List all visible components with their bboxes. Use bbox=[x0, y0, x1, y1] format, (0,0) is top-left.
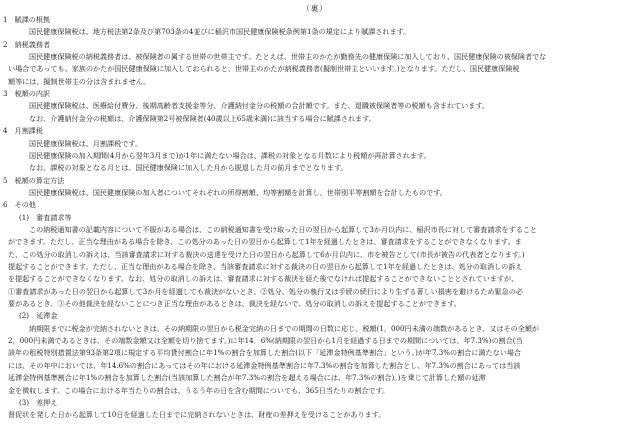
subsection-1-text: 要があるとき、③その他裁決を経ないことにつき正当な理由があるときは、裁決を経ないで、処分の取消しの訴えを提起することができます。 bbox=[8, 299, 461, 309]
section-5-text: 国民健康保険税は、国民健康保険の加入者についてそれぞれの所得割額、均等割額を計算し、世帯別平等割額を合計したものです。 bbox=[29, 187, 447, 197]
section-2-text: 額等には、擬制世帯主の分は含まれません。 bbox=[8, 76, 151, 86]
section-3-text: 国民健康保険税は、医療給付費分、後期高齢者支援金等分、介護納付金分の税額の合計額です。また、退職被保険者等の税額も含まれています。 bbox=[29, 101, 489, 111]
subsection-2-text: には、その年中においては、年14.6%の割合にあってはその年における延滞金特例基準割合に年7.3%の割合を加算した割合とし、年7.3%の割合にあっては当該 bbox=[8, 360, 521, 370]
section-2-heading: 2 納税義務者 bbox=[3, 39, 51, 49]
subsection-2-text: 納期限までに税金が完納されないときは、その納期限の翌日から税金完納の日までの期間の日数に応じ、税額(1，000円未満の端数があるとき、又はその全額が bbox=[29, 323, 540, 333]
page-title: （裏） bbox=[302, 4, 328, 13]
subsection-1-text: た、この処分の取消しの訴えは、当該審査請求に対する裁決の送達を受けた日の翌日から起算して6か月以内に、市を被告として(市長が被告の代表者となります。) bbox=[8, 249, 525, 259]
section-2-text: 国民健康保険税の納税義務者は、被保険者の属する世帯の世帯主です。たとえば、世帯主のかたが勤務先の健康保険に加入しており、国民健康保険の被保険者でな bbox=[29, 52, 547, 62]
section-3-text: なお、介護納付金分の税額は、介護保険第2号被保険者(40歳以上65歳未満)に該当する場合に賦課されます。 bbox=[29, 113, 376, 123]
subsection-2-text: 2，000円未満であるときは、その端数金額又は全額を切り捨てます。)に年14．6%(納期限の翌日から1月を経過する日までの期間については、年7.3%)の割合(当 bbox=[8, 336, 523, 346]
section-5-heading: 5 税額の算定方法 bbox=[3, 175, 65, 185]
section-4-text: なお、課税の対象となる月とは、国民健康保険に加入した月から脱退した月の前月までとなります。 bbox=[29, 163, 348, 173]
subsection-1-heading: (1) 審査請求等 bbox=[19, 212, 72, 222]
subsection-1-text: 提起することができます。ただし、正当な理由がある場合を除き、当該審査請求に対する裁決の日の翌日から起算して1年を経過したときは、処分の取消しの訴え bbox=[8, 262, 523, 271]
section-4-text: 国民健康保険税は、月割課税です。 bbox=[29, 138, 142, 148]
subsection-3-text: 督促状を発した日から起算して10日を経過した日までに完納されないときは、財産の差押えを受けることがあります。 bbox=[8, 410, 386, 420]
section-1-text: 国民健康保険税は、地方税法第2条及び第703条の4並びに稲沢市国民健康保険税条例第1条の規定により賦課されます。 bbox=[29, 27, 411, 37]
section-4-heading: 4 月割課税 bbox=[3, 126, 43, 136]
subsection-2-heading: (2) 延滞金 bbox=[19, 311, 58, 321]
subsection-2-text: 該年の租税特別措置法第93条第2項に規定する平均貸付割合に年1%の割合を加算した割合(以下「延滞金特例基準割合」という。)が年7.3%の割合に満たない場合 bbox=[8, 348, 521, 358]
section-4-text: 国民健康保険の加入期間(4月から翌年3月まで)が1年に満たない場合は、課税の対象となる月数により税額が再計算されます。 bbox=[29, 150, 431, 160]
section-2-text: い場合であっても、家族のかたが国民健康保険に加入しておられると、世帯主のかたが納税義務者(擬制世帯主といいます。)となります。ただし、国民健康保険税 bbox=[8, 64, 520, 74]
subsection-1-text: ができます。ただし、正当な理由がある場合を除き、この処分のあった日の翌日から起算して1年を経過したときは、審査請求をすることができなくなります。ま bbox=[8, 237, 522, 247]
section-1-heading: 1 賦課の根拠 bbox=[3, 15, 51, 24]
subsection-1-text: ①審査請求があった日の翌日から起算して3か月を経過しても裁決がないとき、②処分、処分の執行又は手続の続行により生ずる著しい損害を避けるため緊急の必 bbox=[8, 286, 523, 296]
subsection-2-text: 延滞金特例基準割合に年1%の割合を加算した割合(当該加算した割合が年7.3%の割合を超える場合には、年7.3%の割合)。)を乗じて計算した額の延滞 bbox=[8, 373, 486, 383]
subsection-2-text: 金を徴収します。この場合における年当たりの割合は、うるう年の日を含む期間についても、365日当たりの割合です。 bbox=[8, 385, 390, 395]
section-3-heading: 3 税額の内訳 bbox=[3, 89, 51, 99]
subsection-1-text: この納税通知書の記載内容について不服がある場合は、この納税通知書を受け取った日の翌日から起算して3か月以内に、稲沢市長に対して審査請求をすること bbox=[29, 224, 538, 234]
section-6-heading: 6 その他 bbox=[3, 200, 36, 210]
subsection-1-text: を提起することができなくなります。なお、処分の取消しの訴えは、審査請求に対する裁決を経た後でなければ提起することができないこととされていますが、 bbox=[8, 274, 519, 284]
subsection-3-heading: (3) 差押え bbox=[19, 397, 58, 407]
